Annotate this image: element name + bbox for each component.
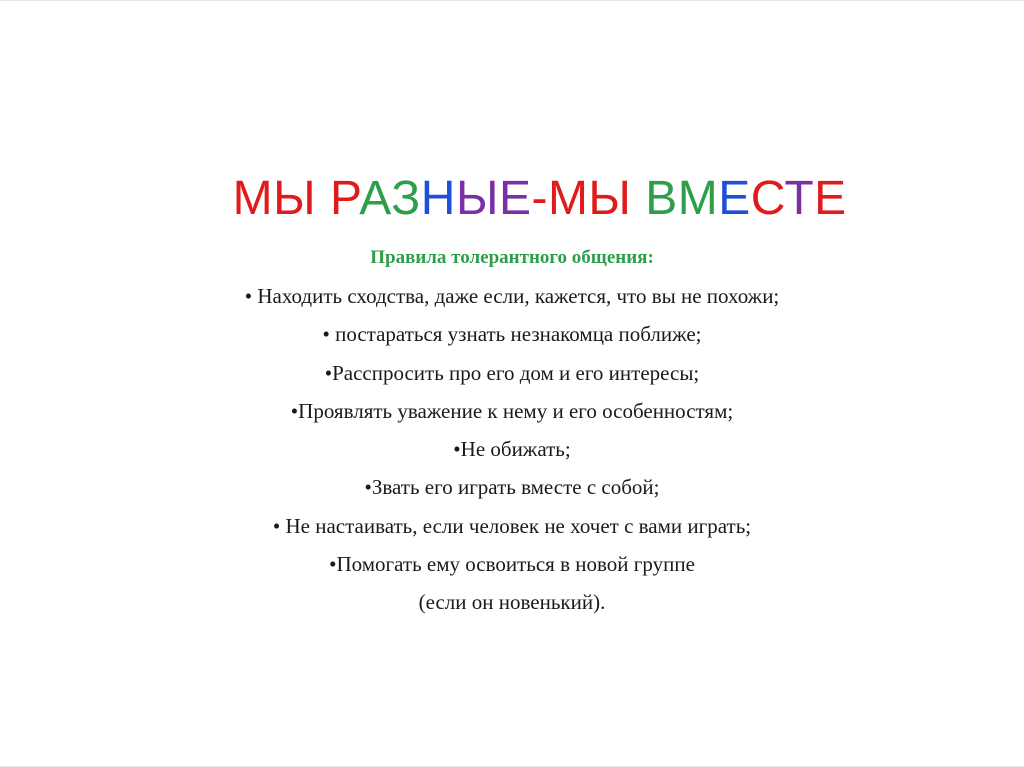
rule-item: •Расспросить про его дом и его интересы;: [324, 360, 700, 385]
title-segment: А: [359, 172, 392, 225]
rule-item: • постараться узнать незнакомца поближе;: [322, 322, 702, 347]
rule-item-continuation: (если он новенький).: [418, 590, 606, 615]
title-segment: Е: [498, 172, 532, 225]
title-segment: Е: [814, 172, 847, 225]
title-segment: Н: [420, 172, 456, 225]
title-segment: МЫ: [547, 172, 646, 225]
title-segment: МЫ: [232, 172, 330, 225]
title-segment: Т: [784, 172, 815, 225]
rule-item: •Звать его играть вместе с собой;: [364, 475, 660, 500]
title-segment: М: [677, 172, 719, 225]
title-segment: Ы: [455, 172, 499, 225]
rule-item: • Находить сходства, даже если, кажется, что вы не похожи;: [244, 284, 780, 308]
rule-item: •Помогать ему освоиться в новой группе: [329, 552, 695, 577]
rule-item: • Не настаивать, если человек не хочет с вами играть;: [272, 513, 752, 538]
title-segment: С: [750, 172, 785, 225]
rules-block: [0, 239, 1024, 622]
title-segment: -: [531, 172, 548, 225]
title-segment: З: [391, 172, 421, 225]
title-segment: Е: [718, 172, 751, 225]
rule-item: •Не обижать;: [453, 437, 571, 462]
rules-heading: Правила толерантного общения:: [370, 247, 654, 268]
title-segment: В: [645, 172, 678, 225]
title-segment: Р: [329, 172, 360, 225]
rule-item: •Проявлять уважение к нему и его особенностям;: [290, 398, 734, 423]
